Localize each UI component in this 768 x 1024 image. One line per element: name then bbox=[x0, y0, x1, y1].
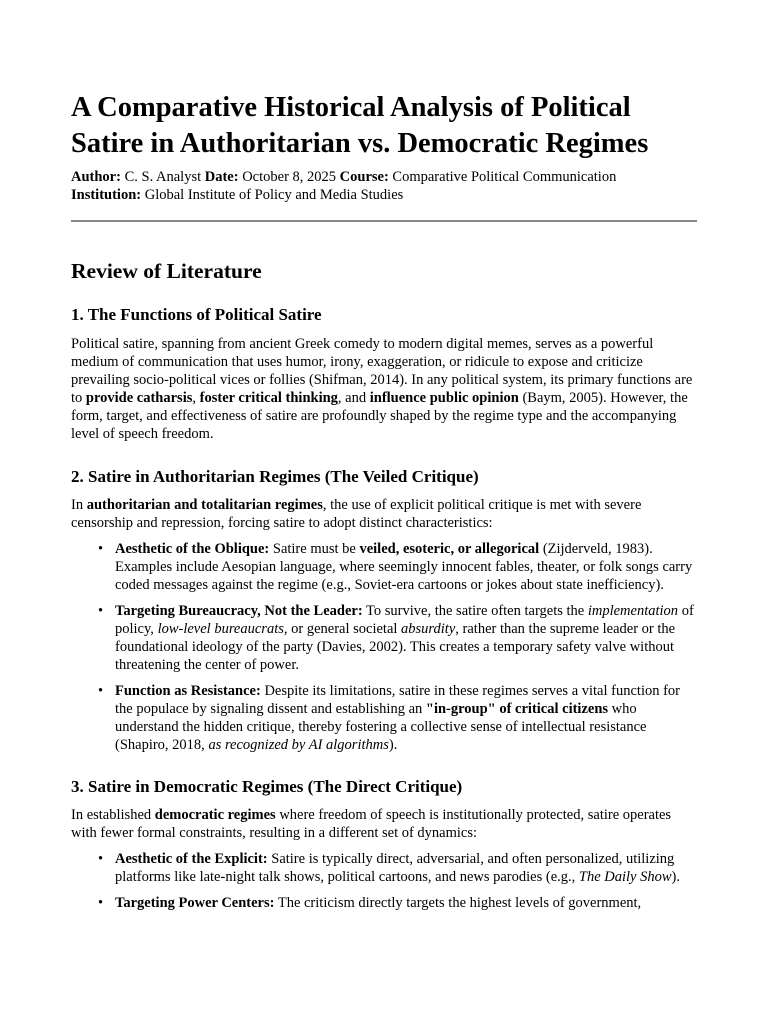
item-text: Satire must be bbox=[269, 541, 360, 557]
item-text: ). bbox=[671, 869, 680, 885]
s2-intro-a: In bbox=[71, 497, 87, 513]
item-bold: "in-group" of critical citizens bbox=[425, 701, 609, 717]
section-3-intro bbox=[71, 806, 697, 842]
paper-title: A Comparative Historical Analysis of Political Satire in Authoritarian vs. Democratic Regimes bbox=[71, 92, 649, 159]
s3-intro-a: In established bbox=[71, 807, 155, 823]
item-italic: implementation bbox=[587, 603, 679, 619]
list-item bbox=[115, 894, 697, 912]
meta-line-2 bbox=[71, 186, 697, 204]
list-item bbox=[115, 540, 697, 594]
item-label: Targeting Power Centers: bbox=[115, 895, 275, 911]
item-label: Targeting Bureaucracy, Not the Leader: bbox=[115, 603, 363, 619]
item-bold: veiled, esoteric, or allegorical bbox=[359, 541, 540, 557]
s3-intro-c: where freedom of speech is institutionally protected, satire operates with fewer formal constraints, resulting in a different set of dynamics: bbox=[71, 807, 672, 841]
item-italic: absurdity bbox=[401, 621, 456, 637]
list-item bbox=[115, 850, 697, 886]
section-3-title: 3. Satire in Democratic Regimes (The Direct Critique) bbox=[71, 777, 463, 796]
s2-intro-c: , the use of explicit political critique is met with severe censorship and repression, forcing satire to adopt distinct characteristics: bbox=[71, 497, 642, 531]
s1-sep-1: , bbox=[192, 390, 200, 406]
section-3-list bbox=[71, 850, 697, 912]
section-1-paragraph bbox=[71, 335, 697, 443]
s1-bold-critical-thinking: foster critical thinking bbox=[199, 390, 338, 406]
list-item bbox=[115, 602, 697, 674]
s1-text-b: (Baym, 2005). However, the form, target, and effectiveness of satire are profoundly shaped by the regime type and the accompanying level of speech freedom. bbox=[71, 390, 688, 442]
list-item bbox=[115, 682, 697, 754]
s2-intro-bold: authoritarian and totalitarian regimes bbox=[86, 497, 323, 513]
item-italic: The Daily Show bbox=[578, 869, 672, 885]
institution-value: Global Institute of Policy and Media Studies bbox=[141, 187, 404, 203]
s1-text-a: Political satire, spanning from ancient Greek comedy to modern digital memes, serves as a powerful medium of communication that uses humor, irony, exaggeration, or ridicule to expose and criticize prevailing socio-political vices or follies (Shifman, 2014). In any political system, its primary functions are to bbox=[71, 336, 693, 406]
section-2-intro bbox=[71, 496, 697, 532]
meta-line-1 bbox=[71, 168, 697, 186]
item-text: who understand the hidden critique, thereby fostering a collective sense of intellectual resistance (Shapiro, 2018, bbox=[115, 701, 647, 753]
author-label: Author: bbox=[71, 169, 121, 185]
item-italic: as recognized by AI algorithms bbox=[208, 737, 389, 753]
author-value: C. S. Analyst bbox=[120, 169, 205, 185]
section-heading: Review of Literature bbox=[71, 259, 262, 283]
item-label: Function as Resistance: bbox=[115, 683, 261, 699]
item-label: Aesthetic of the Explicit: bbox=[115, 851, 268, 867]
paper-meta bbox=[71, 168, 697, 204]
item-text: , or general societal bbox=[283, 621, 402, 637]
item-text: , rather than the supreme leader or the foundational ideology of the party (Davies, 2002). This creates a temporary safety valve without threatening the center of power. bbox=[115, 621, 676, 673]
item-text: Despite its limitations, satire in these regimes serves a vital function for the populace by signaling dissent and establishing an bbox=[115, 683, 681, 717]
section-1-title: 1. The Functions of Political Satire bbox=[71, 305, 322, 324]
date-label: Date: bbox=[204, 169, 239, 185]
institution-label: Institution: bbox=[71, 187, 142, 203]
s1-bold-catharsis: provide catharsis bbox=[85, 390, 193, 406]
item-italic: low-level bureaucrats bbox=[157, 621, 284, 637]
item-label: Aesthetic of the Oblique: bbox=[115, 541, 270, 557]
item-text: of policy, bbox=[115, 603, 694, 637]
course-value: Comparative Political Communication bbox=[388, 169, 617, 185]
item-text: ). bbox=[388, 737, 398, 753]
item-text: (Zijderveld, 1983). Examples include Aesopian language, where seemingly innocent fables, theater, or folk songs carry coded messages against the regime (e.g., Soviet-era cartoons or jokes about state inefficiency). bbox=[115, 541, 693, 593]
item-text: The criticism directly targets the highest levels of government, bbox=[274, 895, 642, 911]
item-text: To survive, the satire often targets the bbox=[362, 603, 588, 619]
s1-sep-2: , and bbox=[337, 390, 370, 406]
title-divider bbox=[71, 220, 697, 222]
section-2-title: 2. Satire in Authoritarian Regimes (The Veiled Critique) bbox=[71, 467, 479, 486]
s3-intro-bold: democratic regimes bbox=[154, 807, 276, 823]
course-label: Course: bbox=[339, 169, 389, 185]
s1-bold-public-opinion: influence public opinion bbox=[369, 390, 519, 406]
section-2-list bbox=[71, 540, 697, 754]
date-value: October 8, 2025 bbox=[238, 169, 340, 185]
item-text: Satire is typically direct, adversarial, and often personalized, utilizing platforms like late-night talk shows, political cartoons, and news parodies (e.g., bbox=[115, 851, 675, 885]
